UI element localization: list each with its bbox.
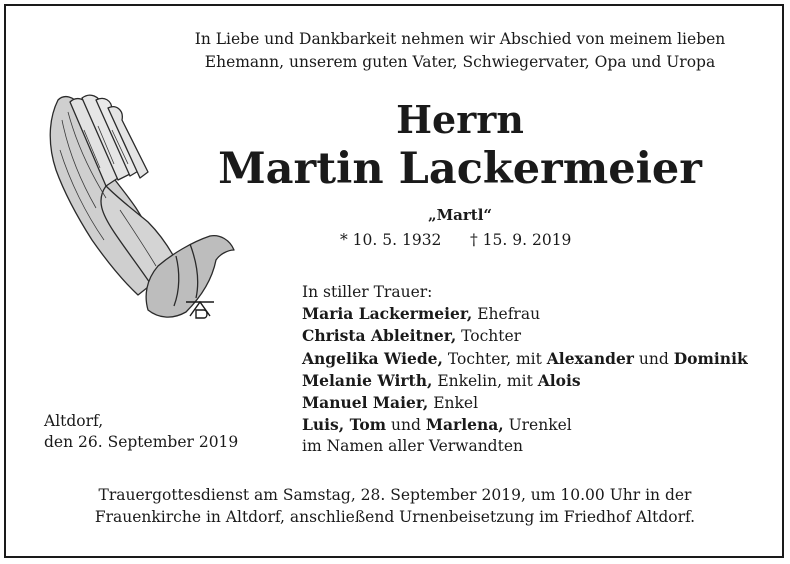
mourner-row [302,325,748,347]
death-date: † 15. 9. 2019 [470,231,572,249]
intro-line-1: In Liebe und Dankbarkeit nehmen wir Abschied von meinem lieben [194,30,726,48]
mourner-name: Alexander [546,348,634,368]
mourner-relation: im Namen aller Verwandten [302,437,523,456]
mourner-rows [302,303,748,457]
place-date: den 26. September 2019 [44,433,239,452]
mourner-name: Angelika Wiede, [302,348,443,368]
mourners-heading: In stiller Trauer: [302,283,433,301]
mourner-relation: Enkel [428,394,479,413]
mourner-relation: Ehefrau [472,305,541,324]
mourner-relation: Tochter [456,327,522,346]
service-line-1: Trauergottesdienst am Samstag, 28. September 2019, um 10.00 Uhr in der [98,486,692,504]
intro-text [150,28,770,74]
mourner-name: Alois [537,370,581,390]
mourner-relation: und [386,416,426,435]
deceased-name: Martin Lackermeier [218,144,702,194]
place-city: Altdorf, [44,412,104,430]
mourner-name: Luis, Tom [302,415,387,435]
intro-line-2: Ehemann, unserem guten Vater, Schwiegervater, Opa und Uropa [204,53,716,71]
mourner-row [302,414,748,436]
service-line-2: Frauenkirche in Altdorf, anschließend Urnenbeisetzung im Friedhof Altdorf. [94,508,696,526]
birth-date: * 10. 5. 1932 [340,231,442,249]
mourner-name: Melanie Wirth, [302,370,433,390]
mourner-name: Maria Lackermeier, [302,304,473,324]
mourner-relation: Urenkel [503,416,572,435]
mourner-row [302,303,748,325]
mourner-name: Dominik [673,348,748,368]
mourner-row [302,436,748,457]
mourner-name: Marlena, [425,415,504,435]
praying-hands-icon [40,90,240,335]
salutation: Herrn [396,97,524,142]
service-info [30,484,760,528]
nickname: „Martl“ [427,206,493,224]
mourners-list [302,282,748,458]
mourner-row [302,348,748,370]
mourner-relation: und [633,349,674,368]
mourner-relation: Tochter, mit [442,349,547,368]
mourner-name: Christa Ableitner, [302,326,457,346]
mourner-name: Manuel Maier, [302,393,429,413]
mourner-row [302,392,748,414]
mourner-row [302,370,748,392]
place-and-date [44,411,238,453]
mourner-relation: Enkelin, mit [432,371,538,390]
